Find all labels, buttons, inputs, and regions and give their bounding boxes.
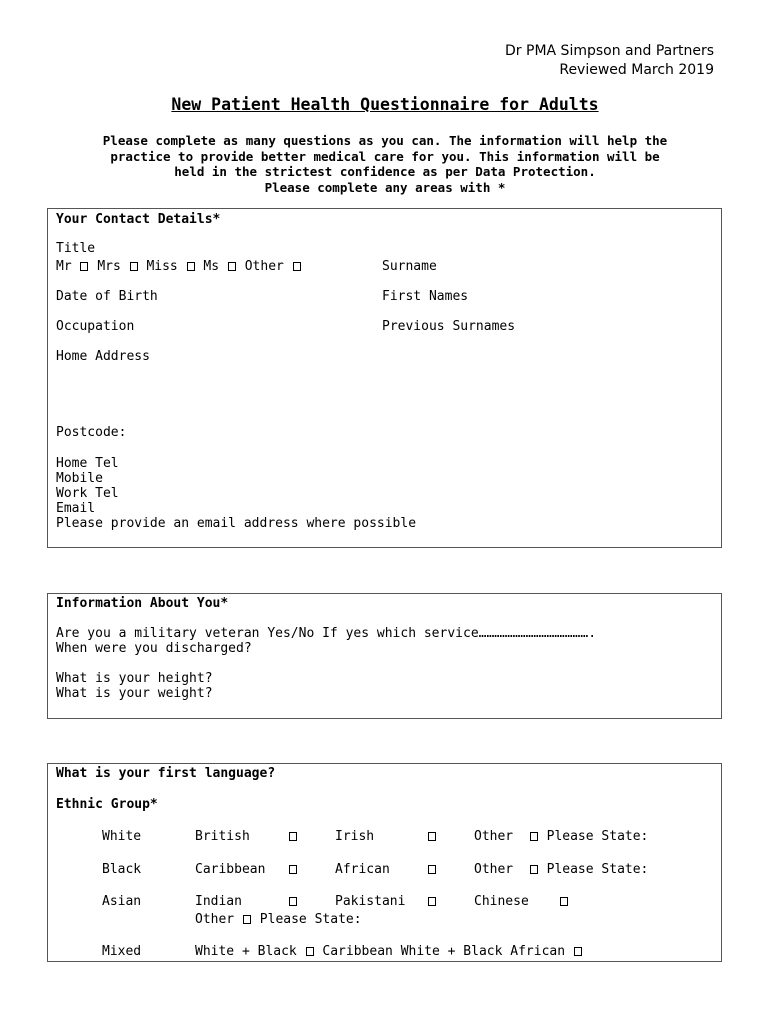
intro-line: practice to provide better medical care for you. This information will be — [110, 148, 660, 164]
intro-line: Please complete any areas with * — [264, 179, 506, 195]
mr-checkbox[interactable] — [80, 262, 88, 271]
white-black-african-label: White + Black African — [400, 944, 566, 959]
option-other: Other — [244, 259, 284, 274]
previous-surnames-label: Previous Surnames — [382, 319, 516, 334]
mixed-options — [195, 944, 583, 959]
contact-details-section — [47, 208, 722, 548]
mrs-checkbox[interactable] — [130, 262, 138, 271]
veteran-question: Are you a military veteran Yes/No If yes which service……………………………………. — [56, 626, 597, 641]
option-mr: Mr — [56, 259, 72, 274]
about-you-section — [47, 593, 722, 719]
black-label: Black — [102, 862, 142, 877]
caribbean-label: Caribbean — [195, 862, 266, 877]
first-language-question: What is your first language? — [56, 766, 276, 781]
white-black-caribbean-checkbox[interactable] — [306, 947, 314, 956]
pakistani-checkbox[interactable] — [428, 897, 436, 906]
white-label: White — [102, 829, 142, 844]
height-question: What is your height? — [56, 671, 213, 686]
irish-label: Irish — [335, 829, 375, 844]
white-black-label: White + Black — [195, 944, 297, 959]
option-mrs: Mrs — [97, 259, 121, 274]
other-black-row — [474, 862, 648, 877]
chinese-checkbox[interactable] — [560, 897, 568, 906]
irish-checkbox[interactable] — [428, 832, 436, 841]
african-label: African — [335, 862, 390, 877]
title-options — [56, 259, 302, 274]
miss-checkbox[interactable] — [187, 262, 195, 271]
discharged-question: When were you discharged? — [56, 641, 252, 656]
ethnic-group-section — [47, 763, 722, 962]
other-label: Other — [474, 862, 514, 877]
option-ms: Ms — [203, 259, 220, 274]
occupation-label: Occupation — [56, 319, 135, 334]
other-asian-checkbox[interactable] — [243, 915, 251, 924]
british-checkbox[interactable] — [289, 832, 297, 841]
surname-label: Surname — [382, 259, 437, 274]
indian-checkbox[interactable] — [289, 897, 297, 906]
about-heading: Information About You* — [56, 596, 229, 611]
intro-line: held in the strictest confidence as per Data Protection. — [174, 164, 596, 179]
mixed-label: Mixed — [102, 944, 142, 959]
other-asian-row — [195, 912, 362, 927]
please-state-label: Please State: — [259, 912, 362, 927]
work-tel-label: Work Tel — [56, 486, 119, 501]
home-address-label: Home Address — [56, 349, 150, 364]
title-label: Title — [56, 241, 96, 256]
african-checkbox[interactable] — [428, 865, 436, 874]
pakistani-label: Pakistani — [335, 894, 406, 909]
postcode-label: Postcode: — [56, 425, 127, 440]
intro-line: Please complete as many questions as you can. The information will help the — [102, 133, 668, 148]
chinese-label: Chinese — [474, 894, 529, 909]
weight-question: What is your weight? — [56, 686, 213, 701]
caribbean-checkbox[interactable] — [289, 865, 297, 874]
please-state-label: Please State: — [546, 862, 649, 877]
asian-label: Asian — [102, 894, 142, 909]
white-black-african-checkbox[interactable] — [574, 947, 582, 956]
reviewed-date: Reviewed March 2019 — [559, 62, 714, 78]
british-label: British — [195, 829, 250, 844]
other-white-row — [474, 829, 648, 844]
practice-header — [505, 42, 714, 80]
ms-checkbox[interactable] — [228, 262, 236, 271]
other-title-checkbox[interactable] — [293, 262, 301, 271]
other-black-checkbox[interactable] — [530, 865, 538, 874]
please-state-label: Please State: — [546, 829, 649, 844]
mobile-label: Mobile — [56, 471, 103, 486]
contact-heading: Your Contact Details* — [56, 212, 221, 227]
practice-name: Dr PMA Simpson and Partners — [505, 43, 714, 59]
option-miss: Miss — [146, 259, 178, 274]
ethnic-heading: Ethnic Group* — [56, 797, 158, 812]
dob-label: Date of Birth — [56, 289, 158, 304]
other-label: Other — [474, 829, 514, 844]
indian-label: Indian — [195, 894, 242, 909]
caribbean-label: Caribbean — [322, 944, 393, 959]
other-label: Other — [195, 912, 235, 927]
home-tel-label: Home Tel — [56, 456, 119, 471]
intro-text — [50, 133, 720, 195]
other-white-checkbox[interactable] — [530, 832, 538, 841]
first-names-label: First Names — [382, 289, 469, 304]
email-label: Email — [56, 501, 96, 516]
email-note: Please provide an email address where possible — [56, 516, 417, 531]
page-title: New Patient Health Questionnaire for Adults — [171, 95, 599, 114]
